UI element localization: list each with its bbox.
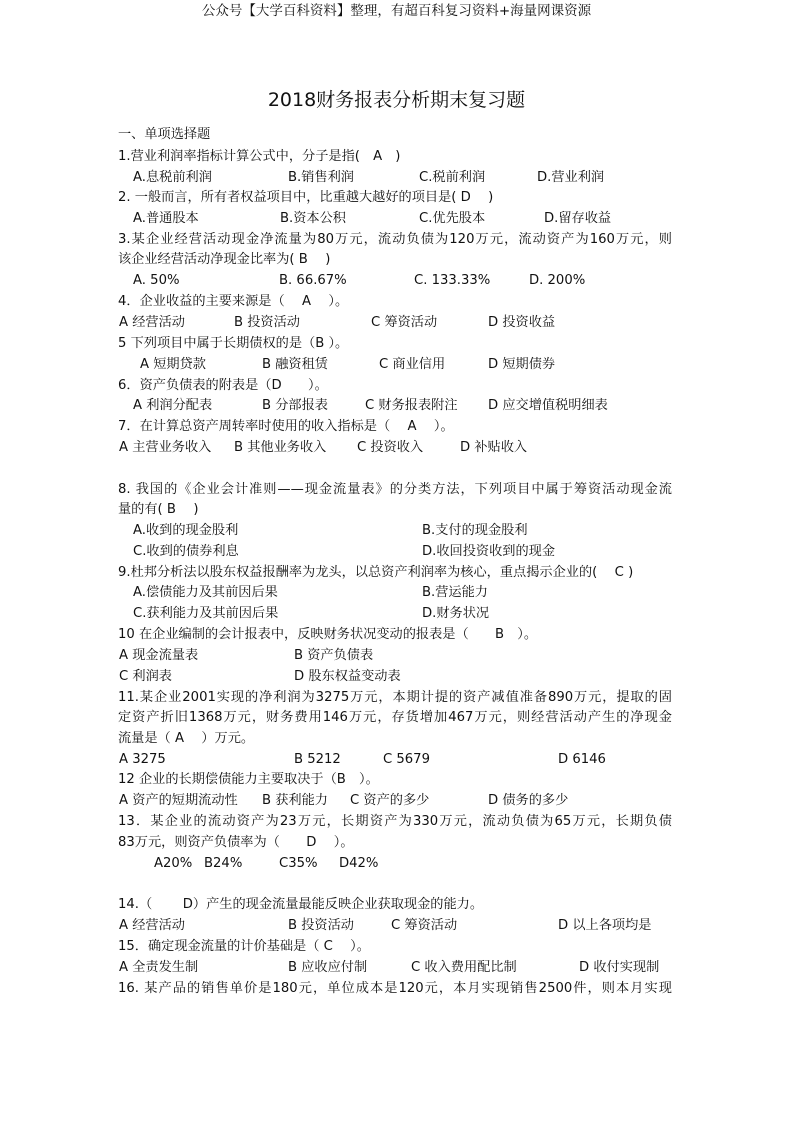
- text-line: 10 在企业编制的会计报表中，反映财务状况变动的报表是（ B ）。: [118, 627, 538, 642]
- answer-option: D 股东权益变动表: [294, 669, 401, 684]
- text-line: 量的有( B ): [118, 502, 199, 517]
- answer-option: D 6146: [558, 752, 606, 767]
- answer-option: C.获利能力及其前因后果: [133, 606, 279, 621]
- page-header-note: 公众号【大学百科资料】整理，有超百科复习资料+海量网课资源: [201, 3, 592, 19]
- text-line: 2. 一般而言，所有者权益项目中，比重越大越好的项目是( D ): [118, 190, 494, 205]
- answer-option: C.优先股本: [419, 211, 486, 226]
- answer-option: D42%: [339, 856, 379, 871]
- answer-option: D 以上各项均是: [558, 918, 652, 933]
- answer-option: C 资产的多少: [350, 793, 430, 808]
- answer-option: D 投资收益: [488, 315, 556, 330]
- answer-option: D.留存收益: [544, 211, 612, 226]
- answer-option: D.收回投资收到的现金: [422, 544, 556, 559]
- answer-option: A 主营业务收入: [119, 440, 212, 455]
- answer-option: A 全责发生制: [119, 960, 199, 975]
- answer-option: A 现金流量表: [119, 648, 199, 663]
- answer-option: B 融资租赁: [262, 357, 328, 372]
- answer-option: C 利润表: [119, 669, 172, 684]
- answer-option: A 3275: [119, 752, 166, 767]
- answer-option: B24%: [204, 856, 243, 871]
- answer-option: D. 200%: [529, 273, 586, 288]
- text-line: 一、单项选择题: [118, 127, 211, 142]
- answer-option: D.营业利润: [537, 170, 605, 185]
- answer-option: A 资产的短期流动性: [119, 793, 238, 808]
- answer-option: A.收到的现金股利: [133, 523, 239, 538]
- answer-option: B 获利能力: [262, 793, 328, 808]
- answer-option: B 投资活动: [234, 315, 300, 330]
- answer-option: A.偿债能力及其前因后果: [133, 585, 278, 600]
- answer-option: B.支付的现金股利: [422, 523, 528, 538]
- answer-option: B.销售利润: [288, 170, 354, 185]
- answer-option: D 补贴收入: [460, 440, 528, 455]
- answer-option: A 利润分配表: [133, 398, 213, 413]
- answer-option: C 筹资活动: [371, 315, 438, 330]
- answer-option: B 其他业务收入: [234, 440, 327, 455]
- answer-option: A 短期贷款: [140, 357, 206, 372]
- text-line: 9.杜邦分析法以股东权益报酬率为龙头，以总资产利润率为核心，重点揭示企业的( C ): [118, 565, 634, 580]
- text-line: 该企业经营活动净现金比率为( B ): [118, 252, 331, 267]
- answer-option: B. 66.67%: [279, 273, 347, 288]
- text-line: 16. 某产品的销售单价是180元，单位成本是120元，本月实现销售2500件，则本月实现: [118, 981, 672, 996]
- text-line: 4．企业收益的主要来源是（ A ）。: [118, 294, 349, 309]
- answer-option: A20%: [154, 856, 193, 871]
- answer-option: B 应收应付制: [288, 960, 368, 975]
- answer-option: D.财务状况: [422, 606, 490, 621]
- text-line: 11.某企业2001实现的净利润为3275万元，本期计提的资产减值准备890万元，提取的固: [118, 690, 672, 705]
- answer-option: C 财务报表附注: [365, 398, 458, 413]
- answer-option: D 应交增值税明细表: [488, 398, 608, 413]
- text-line: 14.（ D）产生的现金流量最能反映企业获取现金的能力。: [118, 897, 484, 912]
- answer-option: B 资产负债表: [294, 648, 374, 663]
- answer-option: B.资本公积: [280, 211, 346, 226]
- answer-option: A 经营活动: [119, 918, 185, 933]
- answer-option: C 筹资活动: [391, 918, 458, 933]
- answer-option: C 商业信用: [379, 357, 446, 372]
- answer-option: B 分部报表: [262, 398, 328, 413]
- answer-option: D 收付实现制: [579, 960, 660, 975]
- answer-option: A.普通股本: [133, 211, 199, 226]
- answer-option: B 投资活动: [288, 918, 354, 933]
- answer-option: A.息税前利润: [133, 170, 212, 185]
- answer-option: B.营运能力: [422, 585, 488, 600]
- answer-option: D 短期债券: [488, 357, 556, 372]
- text-line: 13．某企业的流动资产为23万元，长期资产为330万元，流动负债为65万元，长期负债: [118, 814, 672, 829]
- text-line: 8. 我国的《企业会计准则——现金流量表》的分类方法，下列项目中属于筹资活动现金流: [118, 482, 672, 497]
- document-title: 2018财务报表分析期末复习题: [267, 89, 526, 111]
- answer-option: C. 133.33%: [414, 273, 491, 288]
- text-line: 7．在计算总资产周转率时使用的收入指标是（ A ）。: [118, 419, 454, 434]
- answer-option: B 5212: [294, 752, 341, 767]
- answer-option: A. 50%: [133, 273, 180, 288]
- text-line: 1.营业利润率指标计算公式中，分子是指( A ): [118, 149, 401, 164]
- answer-option: C 收入费用配比制: [411, 960, 517, 975]
- answer-option: C.收到的债券利息: [133, 544, 239, 559]
- text-line: 6．资产负债表的附表是（D ）。: [118, 378, 328, 393]
- text-line: 83万元，则资产负债率为（ D ）。: [118, 835, 354, 850]
- text-line: 流量是（ A ）万元。: [118, 731, 255, 746]
- text-line: 定资产折旧1368万元，财务费用146万元，存货增加467万元，则经营活动产生的净现金: [118, 710, 672, 725]
- text-line: 3.某企业经营活动现金净流量为80万元，流动负债为120万元，流动资产为160万元，则: [118, 232, 672, 247]
- text-line: 12 企业的长期偿债能力主要取决于（B ）。: [118, 772, 379, 787]
- answer-option: D 债务的多少: [488, 793, 569, 808]
- answer-option: C 5679: [383, 752, 430, 767]
- answer-option: A 经营活动: [119, 315, 185, 330]
- answer-option: C 投资收入: [357, 440, 424, 455]
- answer-option: C.税前利润: [419, 170, 486, 185]
- answer-option: C35%: [279, 856, 318, 871]
- text-line: 15．确定现金流量的计价基础是（ C ）。: [118, 939, 370, 954]
- text-line: 5 下列项目中属于长期债权的是（B ）。: [118, 336, 349, 351]
